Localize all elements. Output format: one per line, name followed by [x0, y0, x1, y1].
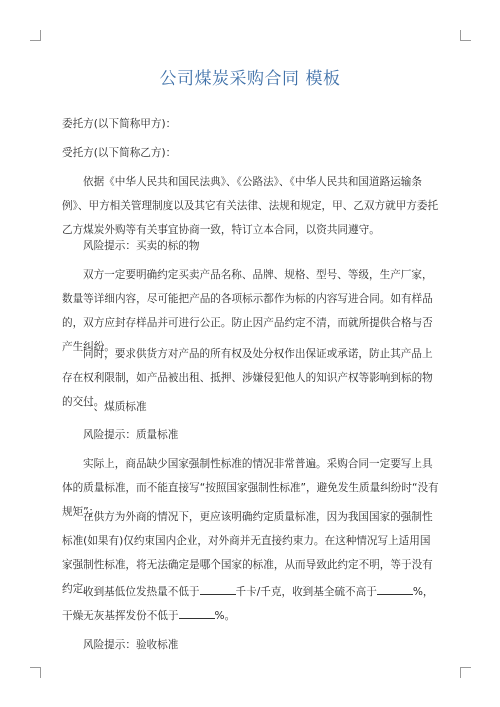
- calorific-value-blank: [200, 583, 236, 595]
- section-heading-coal-quality: 一、煤质标准: [83, 401, 147, 413]
- crop-mark-top-left: [30, 30, 41, 41]
- risk-tip-quality: 风险提示：质量标准: [83, 429, 179, 441]
- indicator-text-3: %，干燥无灰基挥发份不低于: [62, 586, 434, 622]
- subject-paragraph-2: 同时，要求供货方对产品的所有权及处分权作出保证或承诺，防止其产品上存在权利限制，如产品被出租、抵押、涉嫌侵犯他人的知识产权等影响到标的物的交付。: [62, 348, 433, 408]
- party-a-line: 委托方(以下简称甲方)：: [62, 118, 177, 130]
- indicator-text-2: 千卡/千克，收到基全硫不高于: [235, 586, 377, 598]
- party-b-line: 受托方(以下简称乙方)：: [62, 147, 177, 159]
- indicator-text-4: %。: [214, 610, 236, 622]
- preamble-paragraph: 依据《中华人民共和国民法典》、《公路法》、《中华人民共和国道路运输条例》、甲方相关管理制度以及其它有关法律、法规和规定，甲、乙双方就甲方委托乙方煤炭外购等有关事宜协商一致，特订立本合同，以资共同遵守。: [62, 176, 439, 236]
- document-title: 公司煤炭采购合同 模板: [159, 69, 341, 89]
- volatile-matter-blank: [179, 607, 215, 619]
- risk-tip-subject: 风险提示：买卖的标的物: [83, 240, 200, 252]
- sulfur-content-blank: [377, 583, 413, 595]
- risk-tip-acceptance: 风险提示：验收标准: [83, 639, 179, 651]
- quality-indicator-paragraph: [62, 580, 440, 628]
- subject-paragraph-1: 双方一定要明确约定买卖产品名称、品牌、规格、型号、等级，生产厂家，数量等详细内容，尽可能把产品的各项标示都作为标的内容写进合同。如有样品的，双方应封存样品并可进行公正。防止因产品约定不清，而就所提供合格与否产生纠纷。: [62, 269, 433, 353]
- quality-paragraph-2: 在供方为外商的情况下，更应该明确约定质量标准，因为我国国家的强制性标准(如果有)仅约束国内企业，对外商并无直接约束力。在这种情况写上适用国家强制性标准，将无法确定是哪个国家的标准，从而导致此约定不明，等于没有约定。: [62, 511, 433, 595]
- indicator-text-1: 收到基低位发热量不低于: [83, 586, 200, 598]
- crop-mark-bottom-left: [30, 667, 41, 678]
- crop-mark-top-right: [460, 30, 471, 41]
- crop-mark-bottom-right: [460, 667, 471, 678]
- quality-paragraph-1: 实际上，商品缺少国家强制性标准的情况非常普遍。采购合同一定要写上具体的质量标准，而不能直接写“按照国家强制性标准”，避免发生质量纠纷时“没有规矩”；: [62, 458, 439, 518]
